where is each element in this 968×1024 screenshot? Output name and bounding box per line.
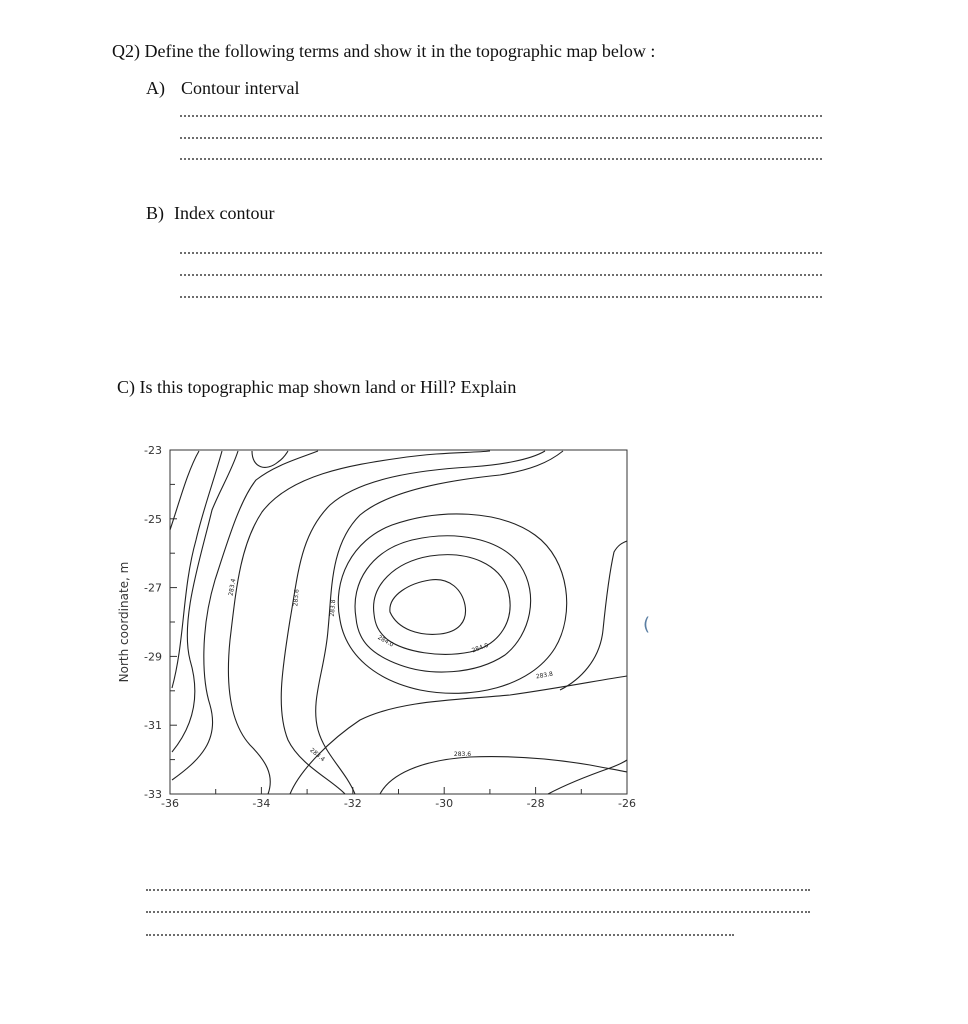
answer-line-c3[interactable]	[146, 934, 734, 936]
contour-label: 284.0	[376, 634, 395, 649]
axis-ticks	[170, 450, 627, 794]
contour-label: 283.4	[308, 746, 327, 764]
contour-line	[560, 541, 627, 690]
contour-lines	[170, 451, 627, 794]
y-tick-label: -23	[144, 444, 162, 457]
x-tick-label: -36	[161, 797, 179, 810]
contour-line	[374, 555, 510, 655]
contour-line	[390, 580, 466, 635]
x-tick-label: -34	[252, 797, 271, 810]
contour-label: 283.8	[328, 599, 338, 617]
contour-line	[338, 514, 566, 693]
contour-line	[172, 451, 238, 752]
contour-line	[355, 536, 531, 672]
y-tick-label: -27	[144, 581, 162, 595]
y-tick-label: -25	[144, 512, 162, 526]
axis-tick-labels	[144, 444, 636, 810]
part-a-label: Contour interval	[181, 78, 300, 98]
part-c-label: C) Is this topographic map shown land or Hill? Explain	[117, 377, 517, 397]
contour-line	[228, 451, 490, 794]
part-a-letter: A)	[146, 78, 165, 98]
y-tick-label: -31	[144, 719, 162, 733]
contour-label: 284.0	[470, 641, 490, 655]
contour-label: 283.6	[292, 588, 301, 607]
x-tick-label: -26	[618, 797, 636, 810]
question-title: Q2) Define the following terms and show it in the topographic map below :	[112, 41, 656, 61]
x-tick-label: -30	[435, 797, 454, 810]
y-tick-label: -29	[144, 650, 162, 664]
x-tick-label: -32	[343, 797, 362, 810]
answer-line-c2[interactable]	[146, 911, 810, 913]
contour-line	[170, 451, 199, 530]
caret-mark: (	[643, 614, 651, 635]
plot-frame	[170, 450, 627, 794]
part-b-label: Index contour	[174, 203, 275, 223]
part-b-letter: B)	[146, 203, 164, 223]
contour-label: 283.8	[535, 670, 554, 681]
contour-line	[172, 451, 318, 780]
contour-line	[316, 451, 563, 794]
contour-label: 283.6	[453, 751, 472, 759]
contour-label: 283.4	[227, 578, 238, 597]
answer-line-c1[interactable]	[146, 889, 810, 891]
y-tick-label: -33	[144, 788, 162, 801]
x-tick-label: -28	[526, 797, 545, 810]
y-axis-label: North coordinate, m	[117, 561, 131, 683]
contour-line	[281, 451, 545, 794]
